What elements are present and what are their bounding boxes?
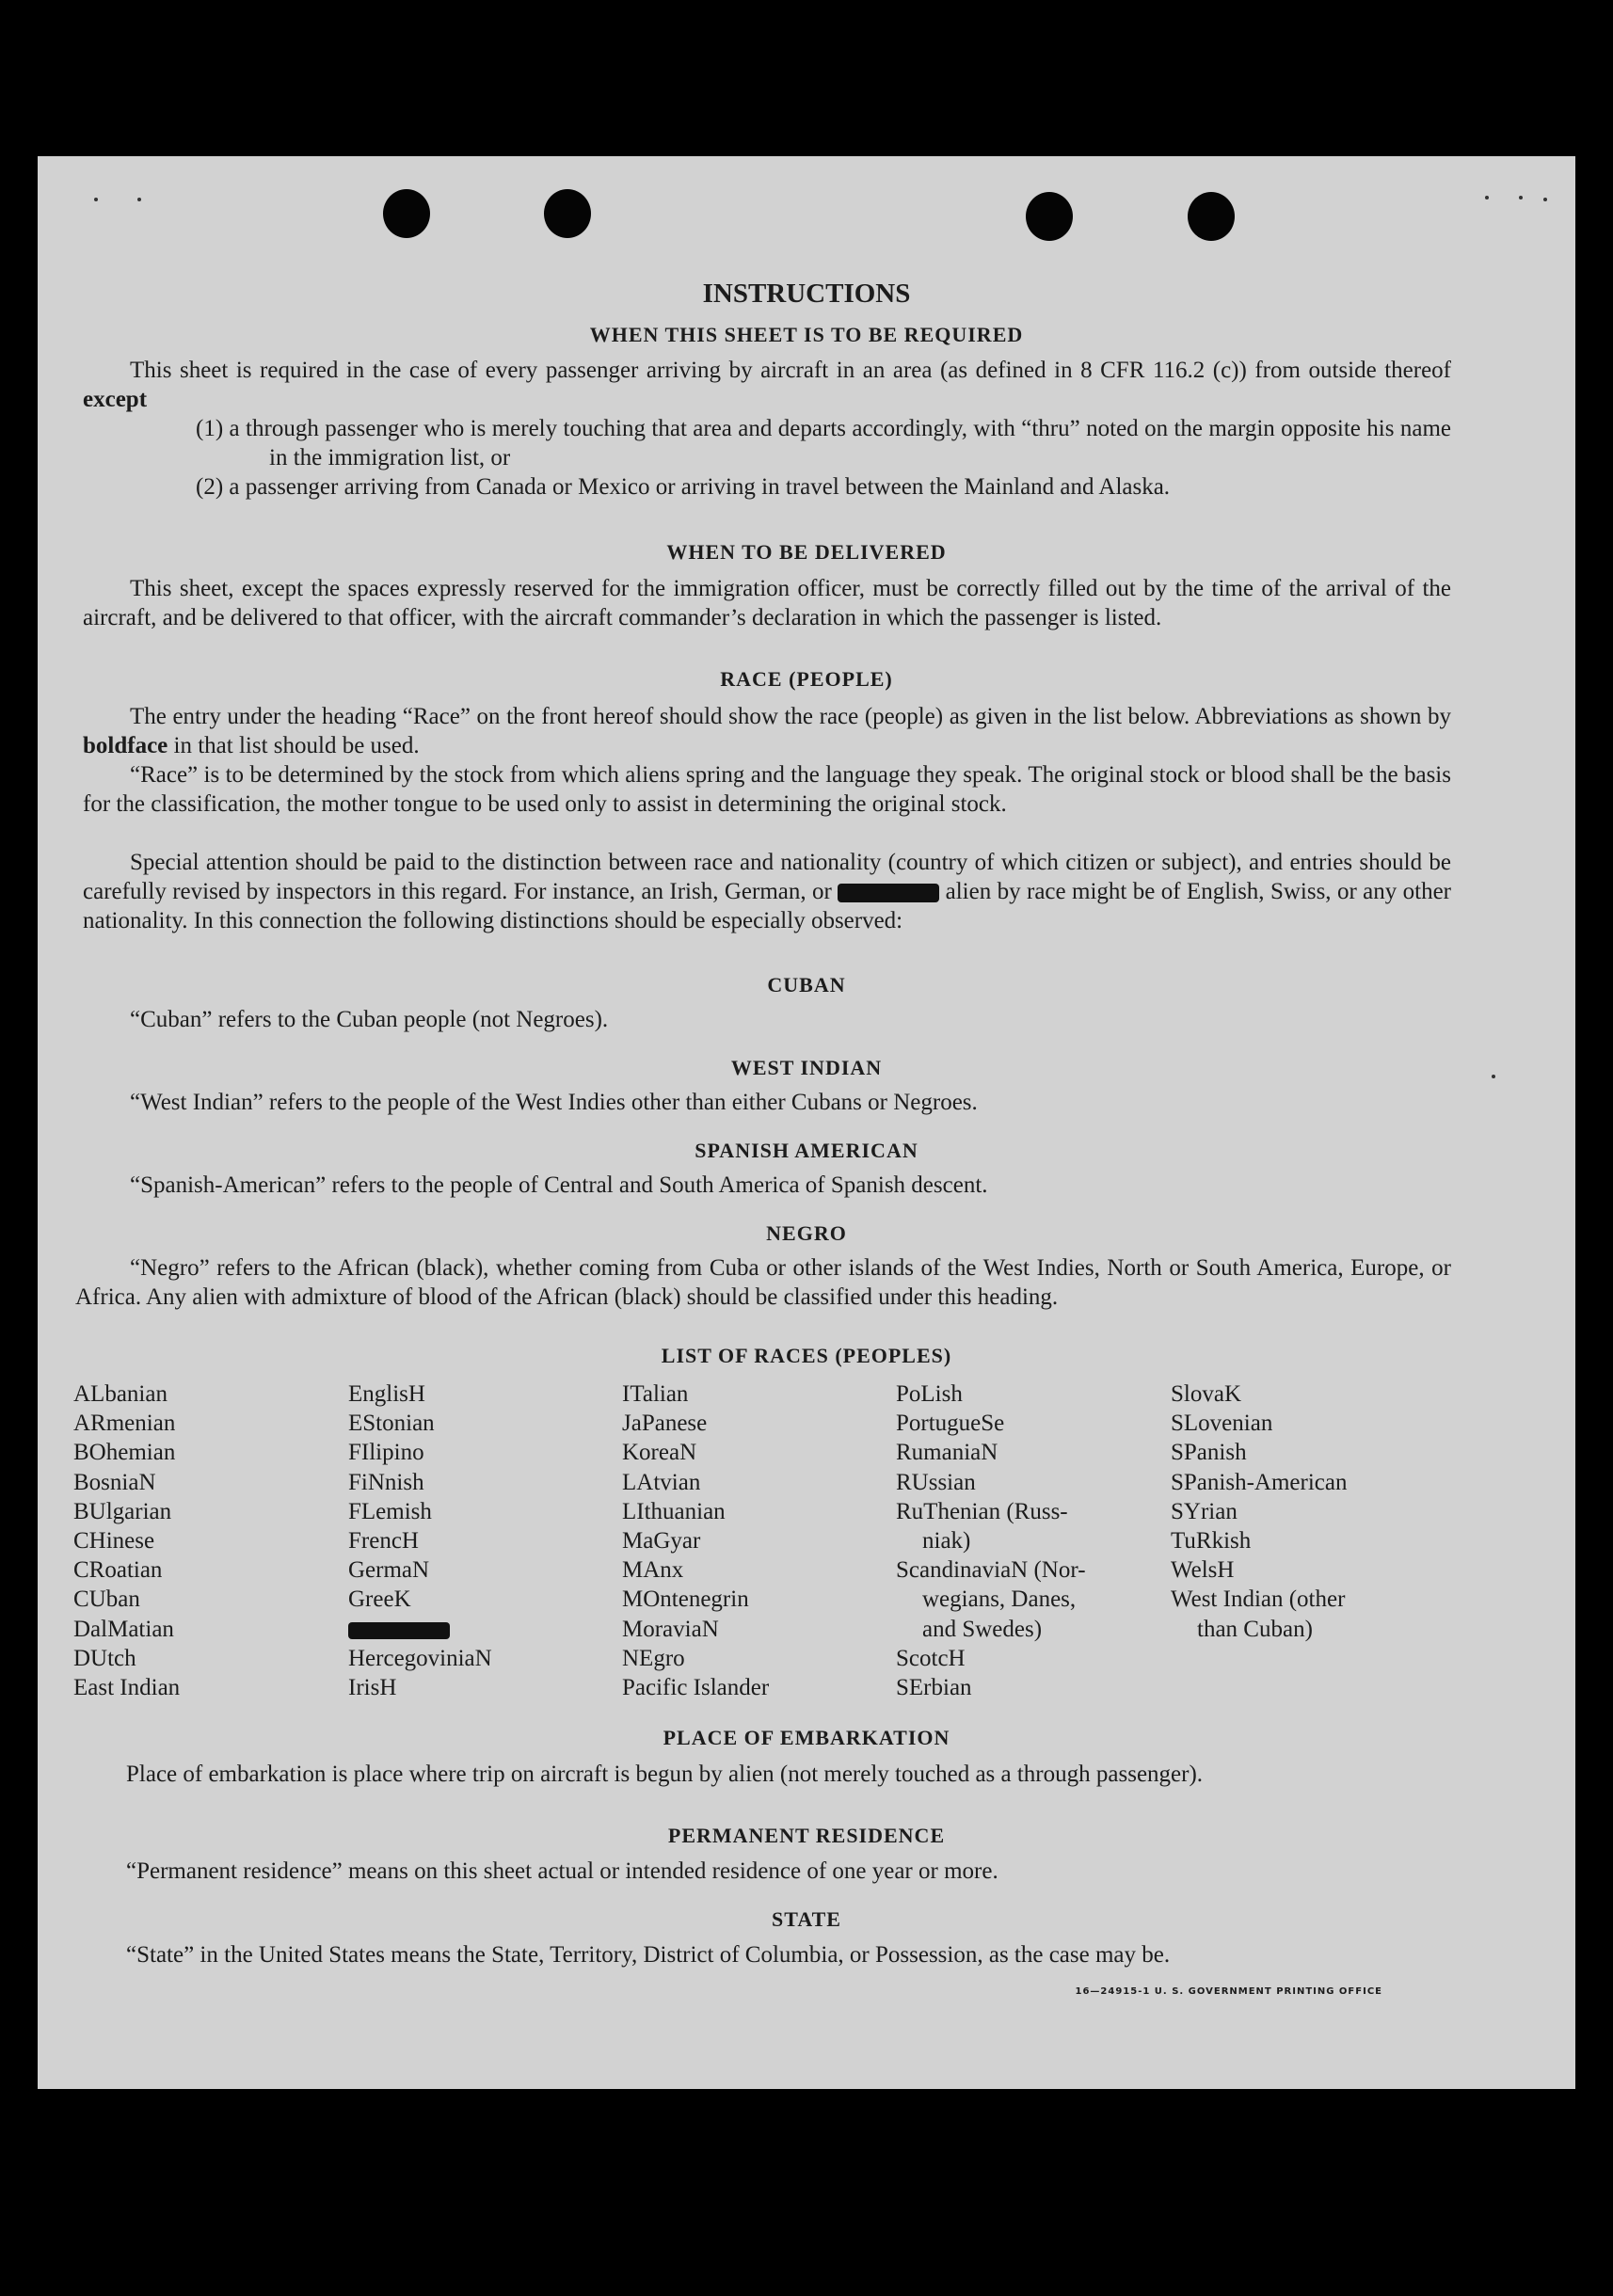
speck: [94, 198, 98, 201]
race-item: RuThenian (Russ-: [896, 1498, 1068, 1524]
race-item: BosniaN: [73, 1469, 156, 1495]
race-item: ALbanian: [73, 1381, 168, 1407]
race-item: SErbian: [896, 1675, 972, 1701]
page-title: INSTRUCTIONS: [702, 279, 911, 309]
race-item: SPanish: [1171, 1440, 1247, 1466]
race-item: than Cuban): [1197, 1616, 1313, 1642]
race-item: HercegoviniaN: [348, 1645, 492, 1671]
redacted-race-item: [348, 1615, 492, 1644]
speck: [1519, 196, 1523, 199]
section-heading-when-required: WHEN THIS SHEET IS TO BE REQUIRED: [589, 323, 1024, 346]
text-run: in that list should be used.: [168, 733, 420, 758]
race-item: DUtch: [73, 1645, 136, 1671]
document-sheet: [38, 156, 1575, 2089]
paragraph-when-required: [83, 356, 1451, 414]
section-heading-race: RACE (PEOPLE): [720, 667, 893, 691]
race-item: IrisH: [348, 1675, 397, 1701]
race-item: LAtvian: [622, 1469, 701, 1495]
paragraph-race-3: [83, 848, 1451, 935]
punch-hole: [544, 189, 591, 238]
section-heading-state: STATE: [772, 1907, 841, 1931]
race-item: NEgro: [622, 1645, 685, 1671]
race-item: niak): [922, 1528, 971, 1555]
race-item: GermaN: [348, 1557, 430, 1584]
section-heading-embarkation: PLACE OF EMBARKATION: [663, 1726, 950, 1749]
race-item: BOhemian: [73, 1440, 176, 1466]
race-item: ScotcH: [896, 1645, 966, 1671]
paragraph-race-1: [83, 702, 1451, 760]
race-item: SYrian: [1171, 1498, 1238, 1524]
race-item: GreeK: [348, 1586, 411, 1613]
redaction-mark: [838, 884, 939, 902]
race-item: JaPanese: [622, 1411, 708, 1437]
paragraph-state: “State” in the United States means the State, Territory, District of Columbia, or Possession, as the case may be.: [126, 1942, 1171, 1968]
list-item-1: (1) a through passenger who is merely touching that area and departs accordingly, with “thru” noted on the margin opposite his name in the immigration list, or: [196, 416, 1451, 470]
race-item: RUssian: [896, 1469, 976, 1495]
race-item: MOntenegrin: [622, 1586, 749, 1613]
race-item: CHinese: [73, 1528, 155, 1555]
punch-hole: [1188, 192, 1235, 241]
race-item: MaGyar: [622, 1528, 701, 1555]
race-item: ScandinaviaN (Nor-: [896, 1557, 1086, 1584]
races-column-5: [1171, 1379, 1347, 1644]
punch-hole: [383, 189, 430, 238]
race-item: MAnx: [622, 1557, 684, 1584]
race-item: MoraviaN: [622, 1616, 719, 1642]
race-item: and Swedes): [922, 1616, 1043, 1642]
race-item: RumaniaN: [896, 1440, 998, 1466]
race-item: Pacific Islander: [622, 1675, 770, 1701]
speck: [137, 198, 141, 201]
section-heading-residence: PERMANENT RESIDENCE: [667, 1824, 946, 1847]
race-item: FiNnish: [348, 1469, 424, 1495]
text-run: Special attention should be paid to the distinction between race and nationality (country of which citizen or subject), and entries should be carefully revised by inspectors in this regard. For instance, an Irish, German, or: [83, 850, 1451, 904]
race-item: SlovaK: [1171, 1381, 1241, 1407]
paragraph-when-delivered: This sheet, except the spaces expressly reserved for the immigration officer, must be correctly filled out by the time of the arrival of the aircraft, and be delivered to that officer, with the aircraft commander’s declaration in which the passenger is listed.: [83, 576, 1451, 630]
race-item: PoLish: [896, 1381, 963, 1407]
bold-text: except: [83, 387, 148, 412]
race-item: wegians, Danes,: [922, 1586, 1077, 1613]
race-item: FIlipino: [348, 1440, 424, 1466]
race-item: FrencH: [348, 1528, 419, 1555]
redaction-mark: [348, 1622, 450, 1639]
race-item: East Indian: [73, 1675, 181, 1701]
race-item: West Indian (other: [1171, 1586, 1346, 1613]
races-column-4: [896, 1379, 1086, 1702]
text-run: The entry under the heading “Race” on the front hereof should show the race (people) as given in the list below. Abbreviations as shown by: [130, 704, 1451, 729]
paragraph-residence: “Permanent residence” means on this sheet actual or intended residence of one year or more.: [126, 1858, 998, 1884]
paragraph-race-2: “Race” is to be determined by the stock from which aliens spring and the language they speak. The original stock or blood shall be the basis for the classification, the mother tongue to be used only to assist in determining the original stock.: [83, 762, 1451, 817]
section-heading-negro: NEGRO: [766, 1221, 847, 1245]
race-item: BUlgarian: [73, 1498, 172, 1524]
text-run: This sheet is required in the case of every passenger arriving by aircraft in an area (as defined in 8 CFR 116.2 (c)) from outside thereof: [130, 358, 1451, 383]
race-item: TuRkish: [1171, 1528, 1252, 1555]
paragraph-spanish-american: “Spanish-American” refers to the people of Central and South America of Spanish descent.: [130, 1172, 988, 1198]
races-column-2: [348, 1379, 492, 1702]
race-item: CRoatian: [73, 1557, 163, 1584]
section-heading-west-indian: WEST INDIAN: [730, 1056, 883, 1079]
speck: [1543, 198, 1547, 201]
printer-imprint: 16—24915-1 U. S. GOVERNMENT PRINTING OFFICE: [1075, 1986, 1382, 1997]
bold-text: boldface: [83, 733, 168, 758]
paragraph-negro: “Negro” refers to the African (black), whether coming from Cuba or other islands of the West Indies, North or South America, Europe, or Africa. Any alien with admixture of blood of the African (black) should be classified under this heading.: [75, 1255, 1451, 1310]
race-item: PortugueSe: [896, 1411, 1005, 1437]
race-item: FLemish: [348, 1498, 432, 1524]
race-item: ITalian: [622, 1381, 689, 1407]
paragraph-west-indian: “West Indian” refers to the people of the West Indies other than either Cubans or Negroes.: [130, 1090, 978, 1115]
race-item: CUban: [73, 1586, 140, 1613]
section-heading-cuban: CUBAN: [767, 973, 846, 997]
race-item: WelsH: [1171, 1557, 1235, 1584]
paragraph-cuban: “Cuban” refers to the Cuban people (not Negroes).: [130, 1007, 609, 1032]
section-heading-spanish-american: SPANISH AMERICAN: [695, 1139, 918, 1162]
list-item-2: (2) a passenger arriving from Canada or Mexico or arriving in travel between the Mainland and Alaska.: [196, 474, 1171, 500]
race-item: KoreaN: [622, 1440, 697, 1466]
speck: [1485, 196, 1489, 199]
section-heading-list-races: LIST OF RACES (PEOPLES): [661, 1344, 952, 1367]
section-heading-when-delivered: WHEN TO BE DELIVERED: [666, 540, 947, 564]
race-item: DalMatian: [73, 1616, 174, 1642]
race-item: SPanish-American: [1171, 1469, 1348, 1495]
paragraph-embarkation: Place of embarkation is place where trip on aircraft is begun by alien (not merely touched as a through passenger).: [126, 1762, 1204, 1787]
punch-hole: [1026, 192, 1073, 241]
race-item: LIthuanian: [622, 1498, 726, 1524]
text-run: alien by race might be of English, Swiss, or any other nationality. In this connection the following distinctions should be especially observed:: [83, 879, 1452, 933]
races-column-1: [73, 1379, 180, 1702]
race-item: EnglisH: [348, 1381, 425, 1407]
races-column-3: [622, 1379, 769, 1702]
race-item: SLovenian: [1171, 1411, 1273, 1437]
race-item: ARmenian: [73, 1411, 176, 1437]
race-item: EStonian: [348, 1411, 435, 1437]
